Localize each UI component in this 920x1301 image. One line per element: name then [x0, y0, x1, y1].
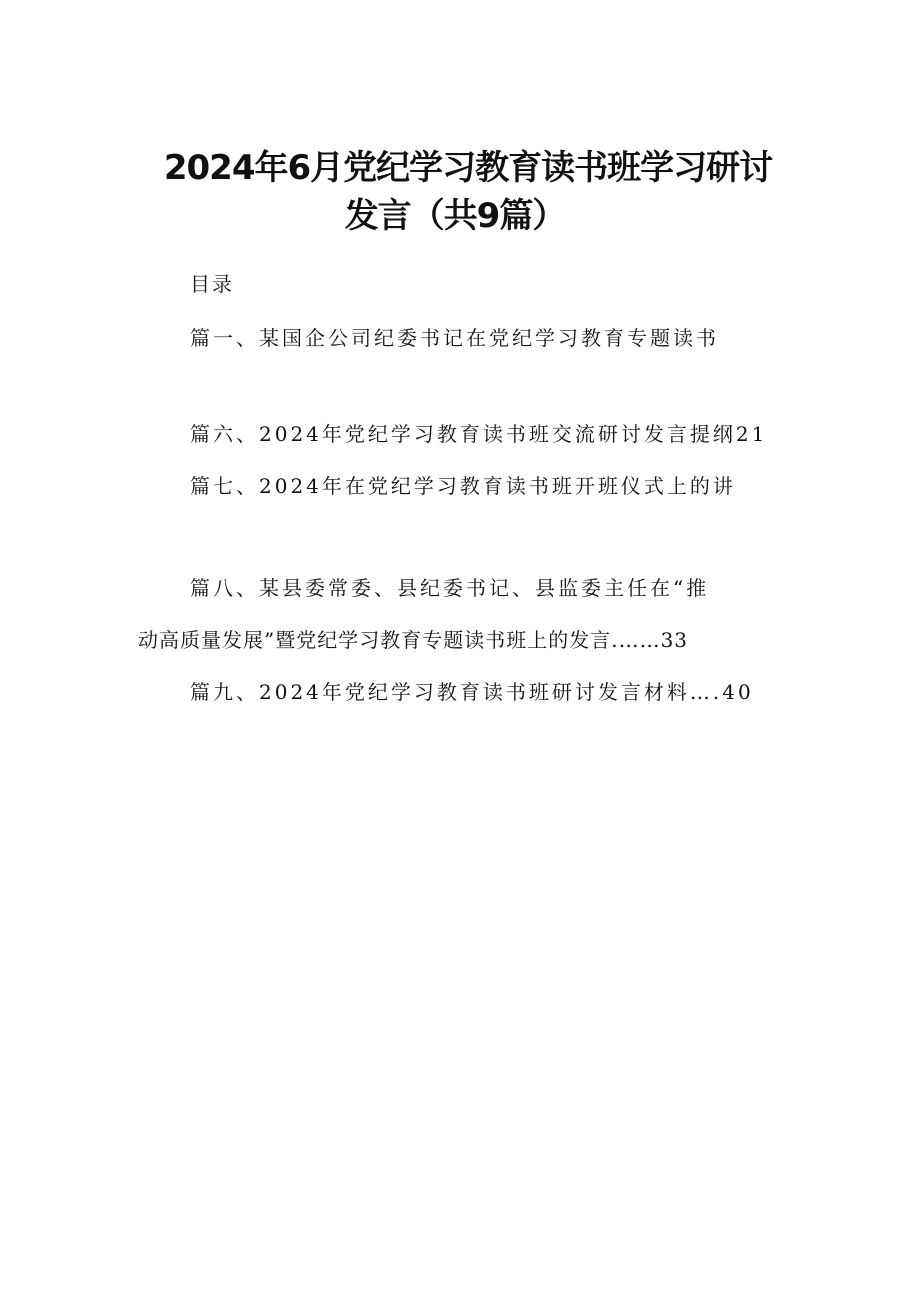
- toc-entry-1[interactable]: 篇一、某国企公司纪委书记在党纪学习教育专题读书: [190, 326, 719, 350]
- toc-entry-8-line-2[interactable]: 动高质量发展”暨党纪学习教育专题读书班上的发言.……33: [138, 628, 689, 652]
- document-title-line-1: 2024年6月党纪学习教育读书班学习研讨: [163, 148, 773, 188]
- toc-heading: 目录: [190, 272, 234, 296]
- toc-entry-6[interactable]: 篇六、2024年党纪学习教育读书班交流研讨发言提纲21: [190, 422, 768, 446]
- document-title-line-2: 发言（共9篇）: [344, 196, 566, 236]
- toc-entry-9[interactable]: 篇九、2024年党纪学习教育读书班研讨发言材料….40: [190, 680, 754, 704]
- toc-entry-8-line-1[interactable]: 篇八、某县委常委、县纪委书记、县监委主任在“推: [190, 576, 710, 600]
- toc-entry-7[interactable]: 篇七、2024年在党纪学习教育读书班开班仪式上的讲: [190, 474, 736, 498]
